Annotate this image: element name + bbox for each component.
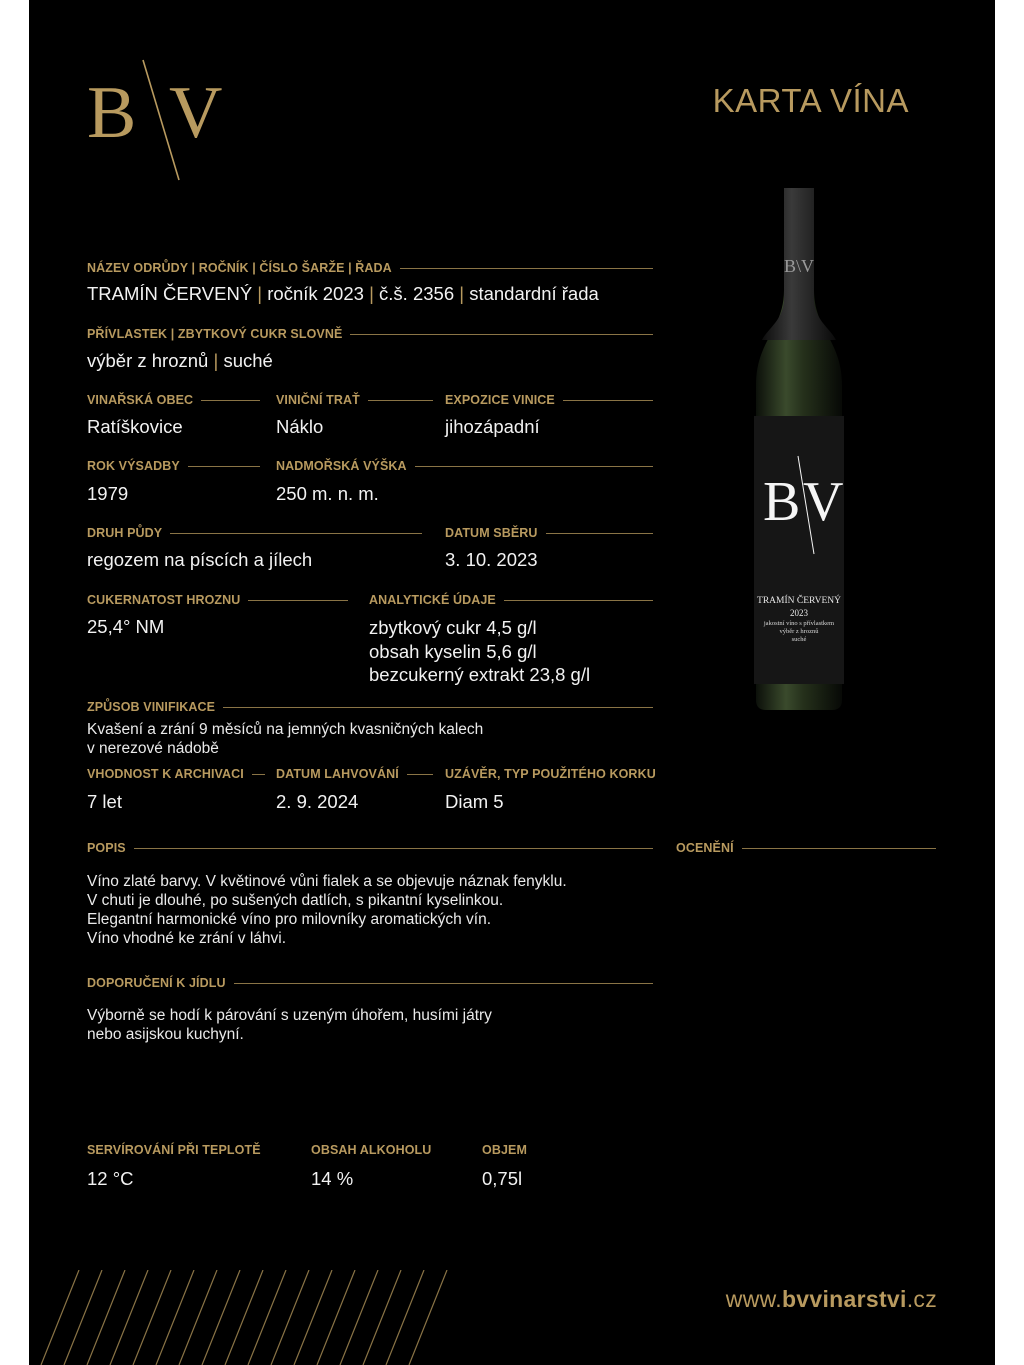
altitude-value: 250 m. n. m. [276, 483, 379, 504]
brand-logo [87, 58, 237, 183]
alcohol-label: OBSAH ALKOHOLU [311, 1143, 432, 1157]
planting-year-value: 1979 [87, 483, 129, 504]
village-value: Ratíškovice [87, 416, 183, 437]
residual-sugar: zbytkový cukr 4,5 g/l [369, 617, 537, 638]
stripe-line [409, 1270, 447, 1365]
serving-temp-value: 12 °C [87, 1168, 134, 1189]
bottle-line-1: jakostní víno s přívlastkem [763, 620, 835, 627]
variety: TRAMÍN ČERVENÝ [87, 283, 253, 304]
soil-value: regozem na píscích a jílech [87, 549, 313, 570]
stripe-line [294, 1270, 332, 1365]
closure-label-row: UZÁVĚR, TYP POUŽITÉHO KORKU [445, 767, 656, 781]
soil-label-row: DRUH PŮDY [87, 526, 422, 540]
stripe-line [386, 1270, 424, 1365]
bottle-line-2: výběr z hroznů [779, 628, 819, 635]
food-text: Výborně se hodí k párování s uzeným úhořem, husími játry nebo asijskou kuchyní. [87, 1007, 492, 1043]
alcohol-value: 14 % [311, 1168, 354, 1189]
village-label-row: VINAŘSKÁ OBEC [87, 393, 260, 407]
bottling-date-label-row: DATUM LAHVOVÁNÍ [276, 767, 433, 781]
bottle-logo-slash-icon [754, 416, 844, 684]
stripe-line [271, 1270, 309, 1365]
attribute-label-row [87, 327, 653, 341]
stripe-line [87, 1270, 125, 1365]
logo-letter-b: B [87, 72, 137, 154]
tract-value: Náklo [276, 416, 324, 437]
bottle-line-3: suché [791, 636, 807, 643]
series: standardní řada [469, 283, 599, 304]
stripe-line [317, 1270, 355, 1365]
stripe-line [41, 1270, 79, 1365]
stripe-line [156, 1270, 194, 1365]
description-label-row: POPIS [87, 841, 653, 855]
name-label-row [87, 261, 653, 275]
vinification-text: Kvašení a zrání 9 měsíců na jemných kvasničných kalech v nerezové nádobě [87, 721, 484, 757]
bottle-wine-name: TRAMÍN ČERVENÝ [757, 596, 841, 606]
bottle-label [754, 416, 844, 684]
attribute-label: PŘÍVLASTEK | ZBYTKOVÝ CUKR SLOVNĚ [87, 327, 343, 341]
website-url: www.bvvinarstvi.cz [725, 1286, 937, 1312]
description-text: Víno zlaté barvy. V květinové vůni fialek a se objevuje náznak fenyklu. V chuti je dlouhé, po sušených datlích, s pikantní kyselinkou. Elegantní harmonické víno pro milovníky aromatických vín. Víno vhodné ke zrání v láhvi. [87, 873, 567, 947]
closure-value: Diam 5 [445, 791, 504, 812]
stripe-line [133, 1270, 171, 1365]
batch-number: č.š. 2356 [379, 283, 455, 304]
attribute-value: výběr z hroznů | suché [87, 350, 273, 371]
stripe-line [340, 1270, 378, 1365]
exposure-label-row: EXPOZICE VINICE [445, 393, 653, 407]
bottle-year: 2023 [790, 608, 808, 618]
wine-name-value: TRAMÍN ČERVENÝ | ročník 2023 | č.š. 2356 | standardní řada [87, 283, 599, 304]
wine-card [29, 0, 995, 1365]
harvest-date-value: 3. 10. 2023 [445, 549, 538, 570]
name-label: NÁZEV ODRŮDY | ROČNÍK | ČÍSLO ŠARŽE | ŘADA [87, 261, 392, 275]
exposure-value: jihozápadní [445, 416, 540, 437]
analytics-label-row: ANALYTICKÉ ÚDAJE [369, 593, 653, 607]
stripe-line [248, 1270, 286, 1365]
divider [350, 334, 653, 335]
planting-year-label-row: ROK VÝSADBY [87, 459, 260, 473]
harvest-date-label-row: DATUM SBĚRU [445, 526, 653, 540]
vintage: ročník 2023 [267, 283, 364, 304]
stripe-line [179, 1270, 217, 1365]
bottle-logo-v: V [803, 471, 844, 533]
stripe-line [202, 1270, 240, 1365]
sugar-label-row: CUKERNATOST HROZNU [87, 593, 348, 607]
stripe-line [363, 1270, 401, 1365]
archiving-value: 7 let [87, 791, 122, 812]
stripe-line [64, 1270, 102, 1365]
sugar-free-extract: bezcukerný extrakt 23,8 g/l [369, 664, 591, 685]
awards-label-row: OCENĚNÍ [676, 841, 936, 855]
stripe-line [110, 1270, 148, 1365]
page-title: KARTA VÍNA [712, 82, 909, 119]
capsule-logo: B\V [784, 256, 815, 276]
tract-label-row: VINIČNÍ TRAŤ [276, 393, 433, 407]
decorative-stripes [29, 1270, 995, 1365]
volume-label: OBJEM [482, 1143, 527, 1157]
bottling-date-value: 2. 9. 2024 [276, 791, 359, 812]
food-label-row: DOPORUČENÍ K JÍDLU [87, 976, 653, 990]
archiving-label-row: VHODNOST K ARCHIVACI [87, 767, 265, 781]
acid-content: obsah kyselin 5,6 g/l [369, 640, 537, 662]
altitude-label-row: NADMOŘSKÁ VÝŠKA [276, 459, 653, 473]
vinification-label-row: ZPŮSOB VINIFIKACE [87, 700, 653, 714]
stripe-line [225, 1270, 263, 1365]
divider [400, 268, 653, 269]
sugar-value: 25,4° NM [87, 616, 165, 637]
analytics-values [369, 616, 590, 687]
volume-value: 0,75l [482, 1168, 523, 1189]
logo-letter-v: V [169, 72, 223, 154]
serving-temp-label: SERVÍROVÁNÍ PŘI TEPLOTĚ [87, 1143, 261, 1157]
bottle-logo-b: B [763, 471, 801, 533]
